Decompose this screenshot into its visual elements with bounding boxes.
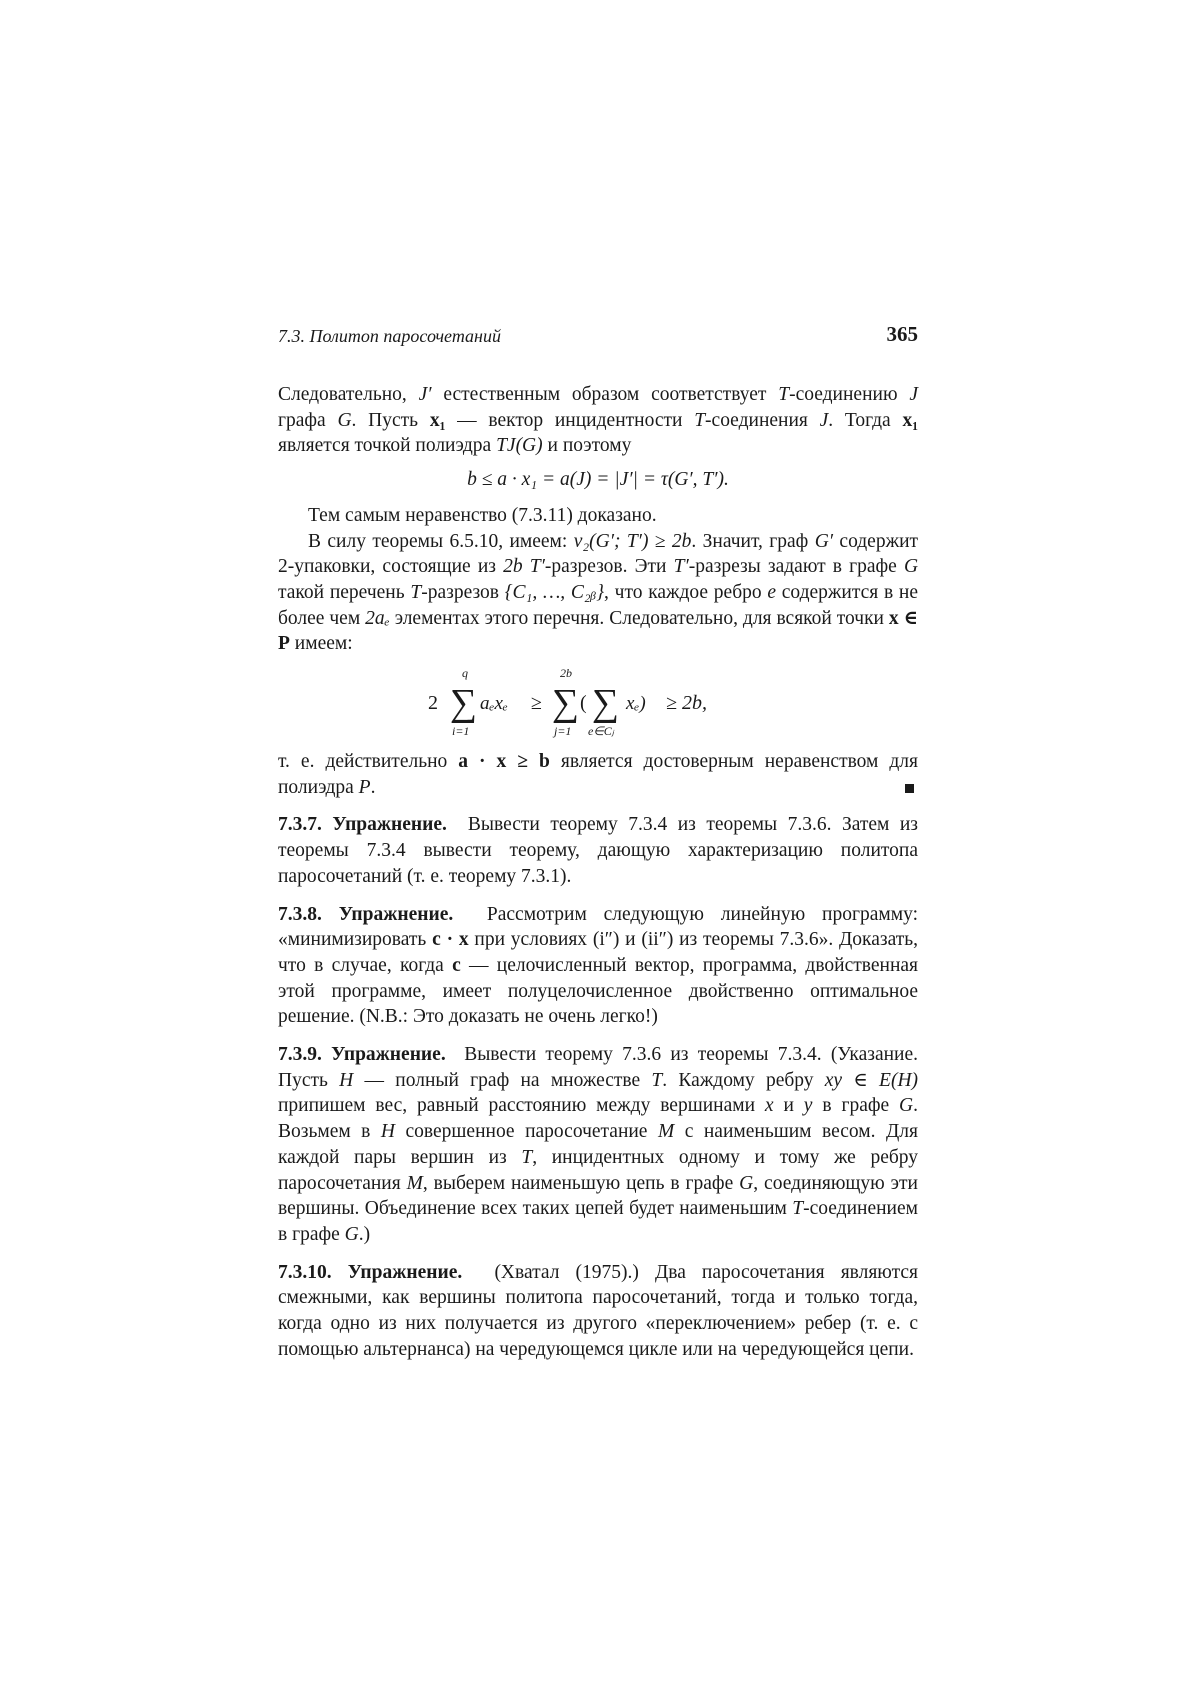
exercise-heading: 7.3.10. Упражнение. xyxy=(278,1261,463,1283)
page-number: 365 xyxy=(886,322,918,346)
sum2-upper: 2b xyxy=(560,666,572,681)
sum1-lower: i=1 xyxy=(452,724,470,739)
paragraph-proof-continuation: Следовательно, J′ естественным образом соответствует T-соединению J графа G. Пусть x₁ — вектор инцидентности T-соединения J. Тогда x₁ является точкой полиэдра TJ(G) и поэтому xyxy=(278,384,919,457)
paragraph-conclusion: т. е. действительно a · x ≥ b является достоверным неравенством для полиэдра P. xyxy=(278,751,919,798)
exercise-heading: 7.3.7. Упражнение. xyxy=(278,814,447,836)
exercise-7-3-7: 7.3.7. Упражнение. Вывести теорему 7.3.4 из теоремы 7.3.6. Затем из теоремы 7.3.4 вывести теорему, дающую характеризацию политопа паросочетаний (т. е. теорему 7.3.1). xyxy=(278,814,919,887)
sum3-lower: e∈Cⱼ xyxy=(588,724,614,739)
qed-square-icon xyxy=(905,784,914,793)
exercise-heading: 7.3.9. Упражнение. xyxy=(278,1044,446,1066)
paragraph-proved: Тем самым неравенство (7.3.11) доказано. xyxy=(308,504,657,526)
exercise-7-3-8: 7.3.8. Упражнение. Рассмотрим следующую линейную программу: «минимизировать c · x при условиях (i″) и (ii″) из теоремы 7.3.6». Доказать, что в случае, когда c — целочисленный вектор, программа, двойственная этой программе, имеет полуцелочисленное двойственно оптимальное решение. (N.B.: Это доказать не очень легко!) xyxy=(278,903,919,1028)
exercise-7-3-10: 7.3.10. Упражнение. (Хватал (1975).) Два паросочетания являются смежными, как вершины политопа паросочетаний, тогда и только тогда, когда одно из них получается из другого «переключением» ребер (т. е. с помощью альтернанса) на чередующемся цикле или на чередующейся цепи. xyxy=(278,1261,919,1360)
sigma-2: ∑ xyxy=(552,682,580,725)
summation-formula xyxy=(278,663,918,743)
geq-2: ≥ 2b, xyxy=(666,692,707,715)
page-header xyxy=(278,322,918,352)
exercise-heading: 7.3.8. Упражнение. xyxy=(278,903,454,925)
sigma-3: ∑ xyxy=(592,682,620,725)
geq-1: ≥ xyxy=(531,692,542,715)
sum1-term: aₑxₑ xyxy=(480,693,508,715)
paragraph-theorem-reference: В силу теоремы 6.5.10, имеем: ν₂(G′; T′) ≥ 2b. Значит, граф G′ содержит 2-упаковки, состоящие из 2b T′-разрезов. Эти T′-разрезы задают в графе G такой перечень T-разрезов {C₁, …, C₂ᵦ}, что каждое ребро e содержится в не более чем 2aₑ элементах этого перечня. Следовательно, для всякой точки x ∈ P имеем: xyxy=(278,530,919,655)
page-body xyxy=(278,382,918,1363)
open-paren: ( xyxy=(580,692,587,715)
formula-coefficient: 2 xyxy=(428,692,438,715)
sigma-1: ∑ xyxy=(450,682,478,725)
sum3-term: xₑ) xyxy=(626,693,646,715)
summation-formula-svg xyxy=(428,663,768,743)
formula-inequality: b ≤ a · x₁ = a(J) = |J′| = τ(G′, T′). xyxy=(467,469,729,491)
running-title: 7.3. Политоп паросочетаний xyxy=(278,326,501,346)
exercise-7-3-9: 7.3.9. Упражнение. Вывести теорему 7.3.6 из теоремы 7.3.4. (Указание. Пусть H — полный граф на множестве T. Каждому ребру xy ∈ E(H) припишем вес, равный расстоянию между вершинами x и y в графе G. Возьмем в H совершенное паросочетание M с наименьшим весом. Для каждой пары вершин из T, инцидентных одному и тому же ребру паросочетания M, выберем наименьшую цепь в графе G, соединяющую эти вершины. Объединение всех таких цепей будет наименьшим T-соединением в графе G.) xyxy=(278,1044,919,1245)
sum2-lower: j=1 xyxy=(554,724,572,739)
sum1-upper: q xyxy=(462,666,468,681)
